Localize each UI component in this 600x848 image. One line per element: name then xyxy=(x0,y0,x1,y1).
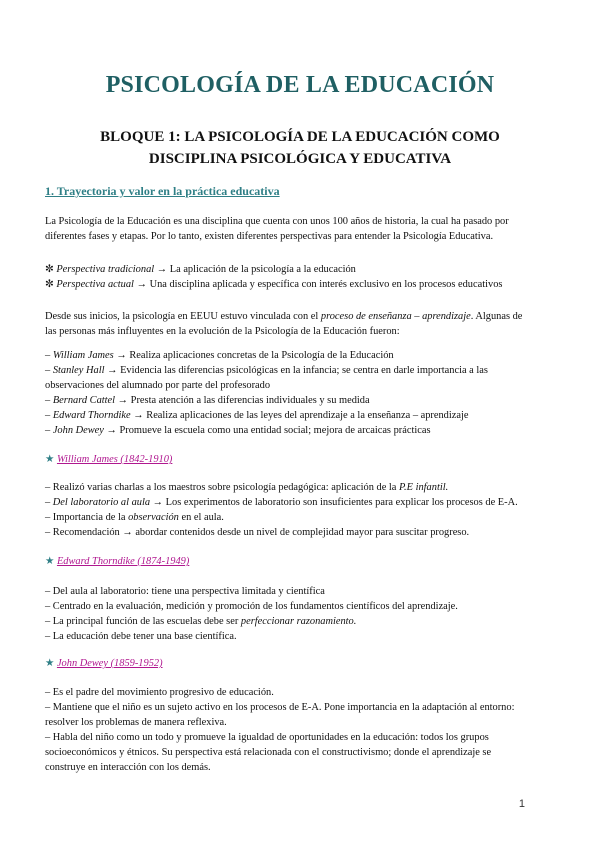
arrow-right-icon: → xyxy=(133,410,144,421)
asterisk-icon: ✼ xyxy=(45,264,54,275)
arrow-right-icon: → xyxy=(136,279,147,290)
block-heading xyxy=(0,126,600,170)
star-icon: ★ xyxy=(45,556,55,567)
dewey-list: – Es el padre del movimiento progresivo de educación. – Mantiene que el niño es un sujeto activo en los procesos de E-A. Pone importancia en la adaptación al entorno: resolver los problemas de manera reflexiva. – Habla del niño como un todo y promueve la igualdad de oportunidades en la educación: todos los grupos socioeconómicos y étnicos. Su perspectiva está relacionada con el constructivismo; donde el aprendizaje se construye en interacción con los demás. xyxy=(45,687,515,773)
dewey-heading xyxy=(45,656,557,671)
arrow-right-icon: → xyxy=(106,425,117,436)
list-item: – John Dewey → Promueve la escuela como una entidad social; mejora de arcaicas prácticas xyxy=(45,425,431,436)
star-icon: ★ xyxy=(45,454,55,465)
perspective-item: ✼ Perspectiva actual → Una disciplina aplicada y específica con interés exclusivo en los procesos educativos xyxy=(45,279,503,290)
block-heading-line-2: DISCIPLINA PSICOLÓGICA Y EDUCATIVA xyxy=(148,151,452,167)
perspectives-list xyxy=(45,262,557,292)
arrow-right-icon: → xyxy=(117,395,129,406)
john-dewey-link[interactable]: John Dewey (1859-1952) xyxy=(56,658,163,669)
edward-thorndike-link[interactable]: Edward Thorndike (1874-1949) xyxy=(56,556,190,567)
perspective-item: ✼ Perspectiva tradicional → La aplicación de la psicología a la educación xyxy=(45,264,356,275)
section-heading: 1. Trayectoria y valor en la práctica educativa xyxy=(45,184,280,198)
page-number: 1 xyxy=(518,798,525,810)
thorndike-list: – Del aula al laboratorio: tiene una perspectiva limitada y científica – Centrado en la evaluación, medición y promoción de los fundamentos científicos del aprendizaje. – La principal función de las escuelas debe ser perfeccionar razonamiento. – La educación debe tener una base científica. xyxy=(45,586,458,642)
origins-paragraph: Desde sus inicios, la psicología en EEUU estuvo vinculada con el proceso de enseñanza – aprendizaje. Algunas de las personas más influyentes en la evolución de la Psicología de la Educación fueron: xyxy=(45,311,523,337)
block-heading-line-1: BLOQUE 1: LA PSICOLOGÍA DE LA EDUCACIÓN COMO xyxy=(100,129,500,145)
asterisk-icon: ✼ xyxy=(45,279,54,290)
document-title: PSICOLOGÍA DE LA EDUCACIÓN xyxy=(105,72,495,98)
thorndike-heading xyxy=(45,554,557,569)
intro-paragraph: La Psicología de la Educación es una disciplina que cuenta con unos 100 años de historia, la cual ha pasado por diferentes fases y etapas. Por lo tanto, existen diferentes perspectivas para entender la Psicología Educativa. xyxy=(45,216,509,242)
star-icon: ★ xyxy=(45,658,55,669)
arrow-right-icon: → xyxy=(107,365,118,376)
list-item: – Edward Thorndike → Realiza aplicaciones de las leyes del aprendizaje a la enseñanza – aprendizaje xyxy=(45,410,469,421)
william-james-heading xyxy=(45,452,557,467)
arrow-right-icon: → xyxy=(116,350,127,361)
william-james-list: – Realizó varias charlas a los maestros sobre psicología pedagógica: aplicación de la P.E infantil. – Del laboratorio al aula → Los experimentos de laboratorio son insuficientes para explicar los procesos de E-A. – Importancia de la observación en el aula. – Recomendación → abordar contenidos desde un nivel de complejidad mayor para suscitar progreso. xyxy=(45,482,518,538)
list-item: – Bernard Cattel → Presta atención a las diferencias individuales y su medida xyxy=(45,395,370,406)
arrow-right-icon: → xyxy=(156,264,168,275)
influential-people-list: – William James → Realiza aplicaciones concretas de la Psicología de la Educación – Stanley Hall → Evidencia las diferencias psicológicas en la infancia; se centra en darle importancia a las observaciones del alumnado por parte del profesorado – Bernard Cattel → Presta atención a las diferencias individuales y su medida – Edward Thorndike → Realiza aplicaciones de las leyes del aprendizaje a la enseñanza – aprendizaje – John Dewey → Promueve la escuela como una entidad social; mejora de arcaicas prácticas xyxy=(45,348,557,438)
list-item: – Stanley Hall → Evidencia las diferencias psicológicas en la infancia; se centra en darle importancia a las xyxy=(45,365,488,376)
list-item: – William James → Realiza aplicaciones concretas de la Psicología de la Educación xyxy=(45,350,394,361)
william-james-link[interactable]: William James (1842-1910) xyxy=(56,454,173,465)
